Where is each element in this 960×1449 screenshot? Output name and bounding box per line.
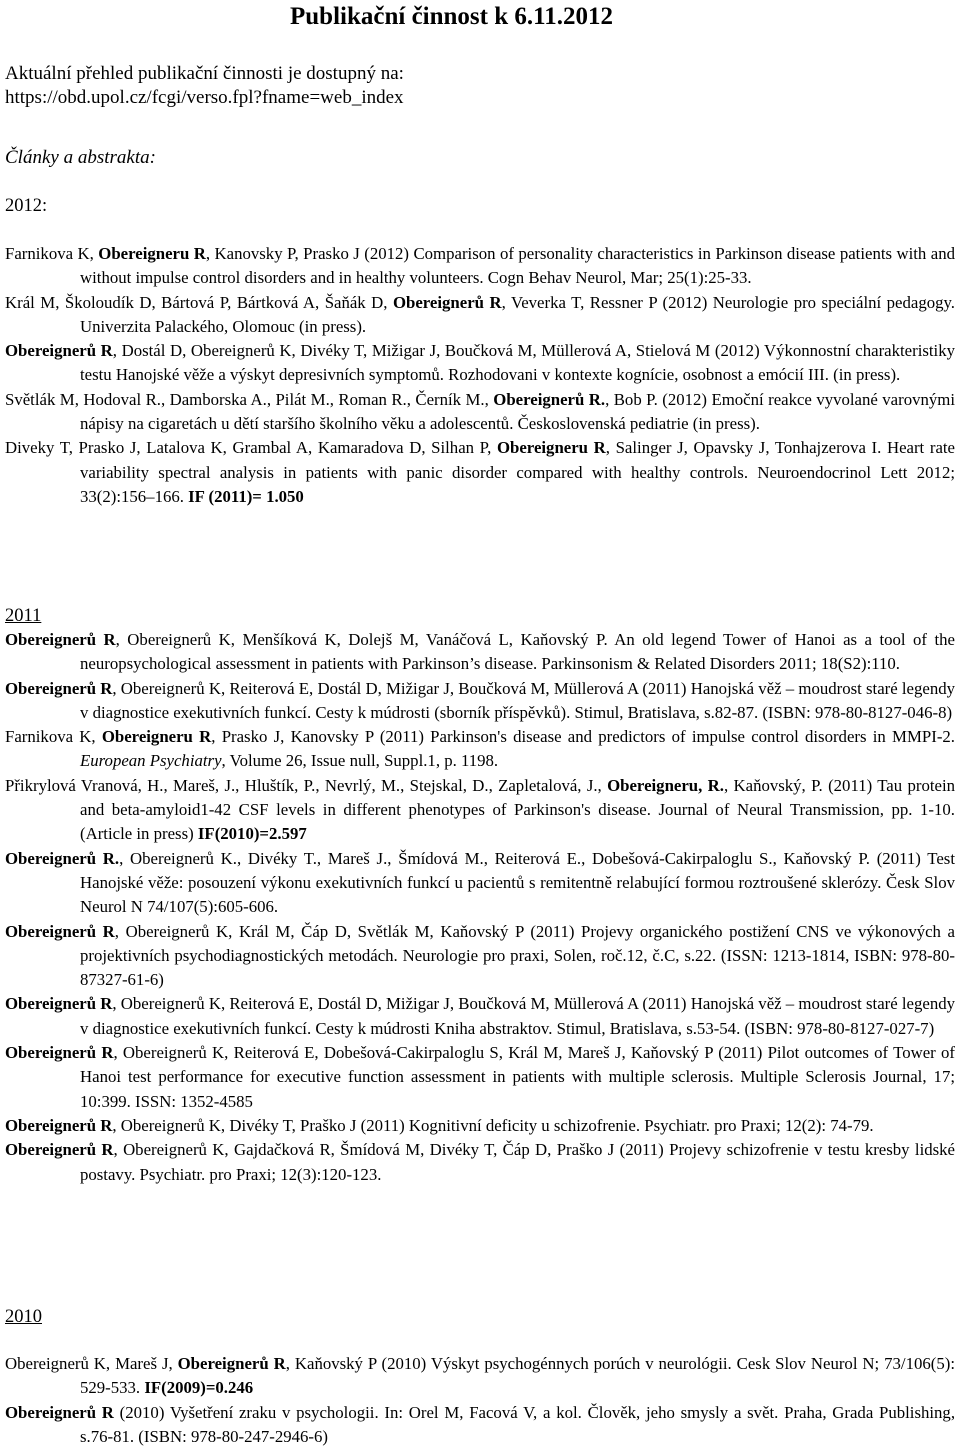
publication-entry: [5, 1352, 955, 1401]
author-highlight: Obereigneru R: [101, 727, 212, 747]
entry-text: , Dostál D, Obereignerů K, Divéky T, Mižigar J, Boučková M, Müllerová A, Stielová M (2012) Výkonnostní charakteristiky testu Hanojské věže a výskyt depresivních symptomů. Rozhodovani v kontexte kognície, osobnost a emócií III. (in press).: [80, 341, 955, 385]
entry-text: Přikrylová Vranová, H., Mareš, J., Hluštík, P., Nevrlý, M., Stejskal, D., Zapletalová, J.,: [5, 775, 608, 795]
entry-text: , Obereignerů K, Divéky T, Praško J (2011) Kognitivní deficity u schizofrenie. Psychiatr. pro Praxi; 12(2): 74-79.: [112, 1115, 874, 1135]
entry-list-2010: [5, 1352, 955, 1449]
entry-text: , Obereignerů K, Reiterová E, Dobešová-Cakirpaloglu S, Král M, Mareš J, Kaňovský P (2011) Pilot outcomes of Tower of Hanoi test performance for executive function assessment in patients with multiple sclerosis. Multiple Sclerosis Journal, 17; 10:399. ISSN: 1352-4585: [80, 1043, 955, 1111]
publication-entry: [5, 339, 955, 388]
publication-entry: [5, 628, 955, 677]
publication-entry: [5, 677, 955, 726]
author-highlight: Obereignerů R.: [493, 389, 606, 409]
entry-text: , Volume 26, Issue null, Suppl.1, p. 1198.: [221, 751, 499, 771]
author-highlight: Obereignerů R: [5, 341, 113, 361]
author-highlight: IF (2011)= 1.050: [188, 486, 304, 506]
section-subtitle: Články a abstrakta:: [5, 147, 156, 168]
entry-text: , Bob P. (2012) Emoční reakce vyvolané varovnými nápisy na cigaretách u dětí staršího školního věku a adolescentů. Československá pediatrie (in press).: [80, 389, 955, 434]
publication-entry: [5, 436, 955, 509]
author-highlight: Obereignerů R: [5, 994, 113, 1014]
publication-entry: [5, 847, 955, 920]
entry-text: Farnikova K,: [5, 244, 99, 263]
year-heading-2012: 2012:: [5, 196, 48, 216]
publication-entry: [5, 242, 955, 291]
publication-entry: [5, 1401, 955, 1449]
entry-text: , Kaňovský, P. (2011) Tau protein and beta-amyloid1-42 CSF levels in different phenotypes of Parkinson's disease. Journal of Neural Transmission, pp. 1-10. (Article in press): [80, 775, 955, 844]
publication-entry: [5, 774, 955, 847]
year-heading-2011: 2011: [5, 606, 42, 626]
publication-entry: [5, 992, 955, 1041]
entry-text: , Kaňovský P (2010) Výskyt psychogénnych porúch v neurológii. Cesk Slov Neurol N; 73/106(5): 529-533.: [80, 1354, 955, 1398]
entry-text: , Prasko J, Kanovsky P (2011) Parkinson's disease and predictors of impulse control disorders in MMPI-2.: [211, 727, 955, 747]
year-heading-2010: 2010: [5, 1307, 42, 1327]
author-highlight: IF(2009)=0.246: [144, 1378, 254, 1398]
entry-list-2011: [5, 628, 955, 1187]
entry-text: Farnikova K,: [5, 727, 102, 747]
author-highlight: Obereignerů R: [5, 921, 115, 941]
entry-text: , Obereignerů K., Divéky T., Mareš J., Šmídová M., Reiterová E., Dobešová-Cakirpaloglu S., Kaňovský P. (2011) Test Hanojské věže: posouzení výkonu exekutivních funkcí u pacientů s remitentně relabující formou roztroušené sklerózy. Česk Slov Neurol N 74/107(5):605-606.: [80, 848, 955, 917]
author-highlight: Obereigneru R: [496, 438, 606, 458]
intro-text: Aktuální přehled publikační činnosti je dostupný na:: [5, 63, 404, 84]
author-highlight: Obereignerů R: [5, 1402, 114, 1422]
journal-name: European Psychiatry: [80, 751, 222, 771]
entry-text: , Obereignerů K, Menšíková K, Dolejš M, Vanáčová L, Kaňovský P. An old legend Tower of Hanoi as a tool of the neuropsychological assessment in patients with Parkinson’s disease. Parkinsonism & Related Disorders 2011; 18(S2):110.: [80, 630, 955, 674]
author-highlight: Obereignerů R.: [5, 848, 120, 868]
publication-entry: [5, 1114, 955, 1138]
publication-entry: [5, 725, 955, 774]
publication-entry: [5, 291, 955, 340]
entry-text: Král M, Školoudík D, Bártová P, Bártková A, Šaňák D,: [5, 292, 393, 312]
author-highlight: Obereignerů R: [177, 1354, 286, 1373]
publication-entry: [5, 1041, 955, 1114]
entry-text: , Obereignerů K, Král M, Čáp D, Světlák M, Kaňovský P (2011) Projevy organického postižení CNS ve výkonových a projektivních psychodiagnostických metodách. Neurologie pro praxi, Solen, roč.12, č.C, s.22. (ISSN: 1213-1814, ISBN: 978-80-87327-61-6): [80, 921, 956, 990]
publication-entry: [5, 388, 955, 437]
author-highlight: Obereignerů R: [5, 1043, 114, 1063]
publication-entry: [5, 1138, 955, 1187]
entry-text: , Obereignerů K, Reiterová E, Dostál D, Mižigar J, Boučková M, Müllerová A (2011) Hanojská věž – moudrost staré legendy v diagnostice exekutivních funkcí. Cesty k múdrosti (sborník příspěvků). Stimul, Bratislava, s.82-87. (ISBN: 978-80-8127-046-8): [80, 678, 956, 722]
author-highlight: Obereignerů R: [5, 630, 116, 649]
entry-text: Obereignerů K, Mareš J,: [5, 1354, 178, 1373]
entry-text: , Veverka T, Ressner P (2012) Neurologie pro speciální pedagogy. Univerzita Palackého, Olomouc (in press).: [80, 292, 956, 336]
portal-url: https://obd.upol.cz/fcgi/verso.fpl?fname=web_index: [5, 87, 404, 108]
author-highlight: Obereignerů R: [392, 292, 502, 312]
author-highlight: Obereignerů R: [5, 1115, 113, 1135]
page-title: Publikační činnost k 6.11.2012: [290, 3, 613, 30]
author-highlight: Obereigneru R: [98, 244, 206, 263]
entry-text: , Obereignerů K, Gajdačková R, Šmídová M, Divéky T, Čáp D, Praško J (2011) Projevy schizofrenie v testu kresby lidské postavy. Psychiatr. pro Praxi; 12(3):120-123.: [80, 1140, 955, 1184]
entry-text: , Obereignerů K, Reiterová E, Dostál D, Mižigar J, Boučková M, Müllerová A (2011) Hanojská věž – moudrost staré legendy v diagnostice exekutivních funkcí. Cesty k múdrosti Kniha abstraktov. Stimul, Bratislava, s.53-54. (ISBN: 978-80-8127-027-7): [80, 994, 956, 1038]
entry-text: Diveky T, Prasko J, Latalova K, Grambal A, Kamaradova D, Silhan P,: [5, 438, 497, 458]
publication-entry: [5, 920, 955, 993]
entry-list-2012: [5, 242, 955, 509]
author-highlight: Obereignerů R: [5, 678, 113, 698]
author-highlight: IF(2010)=2.597: [197, 824, 307, 844]
entry-text: Světlák M, Hodoval R., Damborska A., Pilát M., Roman R., Černík M.,: [5, 389, 494, 409]
entry-text: (2010) Vyšetření zraku v psychologii. In: Orel M, Facová V, a kol. Člověk, jeho smysly a svět. Praha, Grada Publishing, s.76-81. (ISBN: 978-80-247-2946-6): [80, 1402, 956, 1446]
entry-text: , Salinger J, Opavsky J, Tonhajzerova I. Heart rate variability spectral analysis in patients with panic disorder compared with healthy controls. Neuroendocrinol Lett 2012; 33(2):156–166.: [80, 438, 955, 506]
author-highlight: Obereignerů R: [5, 1140, 114, 1160]
entry-text: , Kanovsky P, Prasko J (2012) Comparison of personality characteristics in Parkinson disease patients with and without impulse control disorders and in healthy volunteers. Cogn Behav Neurol, Mar; 25(1):25-33.: [80, 244, 955, 288]
intro-block: [5, 62, 404, 110]
author-highlight: Obereigneru, R.: [607, 775, 724, 795]
